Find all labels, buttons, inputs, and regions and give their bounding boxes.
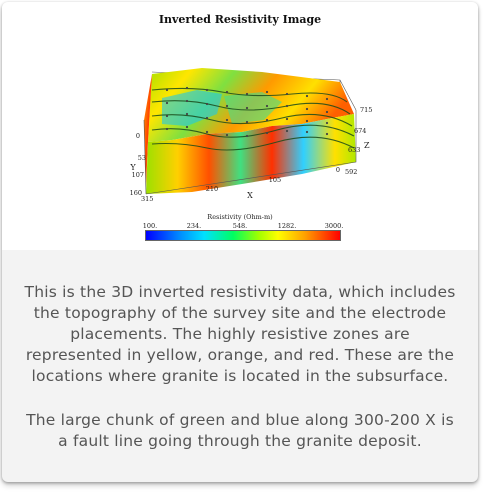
colorbar xyxy=(145,230,341,241)
x-tick-label: 0 xyxy=(335,166,341,174)
y-tick-label: 107 xyxy=(131,171,144,179)
y-tick-label: 160 xyxy=(129,189,142,197)
content-card xyxy=(2,2,478,482)
x-tick-label: 105 xyxy=(268,176,282,184)
colorbar-tick: 1282. xyxy=(277,222,297,230)
z-tick-label: 592 xyxy=(345,168,358,176)
description-paragraph-1: This is the 3D inverted resistivity data, which includes the topography of the survey site and the electrode placements. The highly resistive zones are represented in yellow, orange, and red. These are the locations where granite is located in the subsurface. xyxy=(24,283,456,385)
z-tick-label: 633 xyxy=(348,146,361,154)
colorbar-title: Resistivity (Ohm-m) xyxy=(207,213,273,221)
z-axis-label: Z xyxy=(364,141,370,150)
y-tick-label: 0 xyxy=(135,132,140,140)
z-tick-label: 715 xyxy=(360,106,373,114)
x-tick-label: 210 xyxy=(205,185,219,193)
z-tick-label: 674 xyxy=(354,127,367,135)
x-tick-label: 315 xyxy=(141,195,154,203)
description-paragraph-2: The large chunk of green and blue along 300-200 X is a fault line going through the granite deposit. xyxy=(26,411,454,450)
colorbar-tick: 100. xyxy=(142,222,158,230)
colorbar-tick: 548. xyxy=(232,222,248,230)
figure-panel xyxy=(2,2,478,250)
colorbar-tick: 234. xyxy=(186,222,202,230)
x-axis-label: X xyxy=(247,191,253,200)
y-axis-label: Y xyxy=(130,163,136,172)
y-axis xyxy=(129,132,146,197)
figure-title: Inverted Resistivity Image xyxy=(158,13,322,26)
y-tick-label: 53 xyxy=(137,154,146,162)
colorbar-tick: 3000. xyxy=(324,222,344,230)
